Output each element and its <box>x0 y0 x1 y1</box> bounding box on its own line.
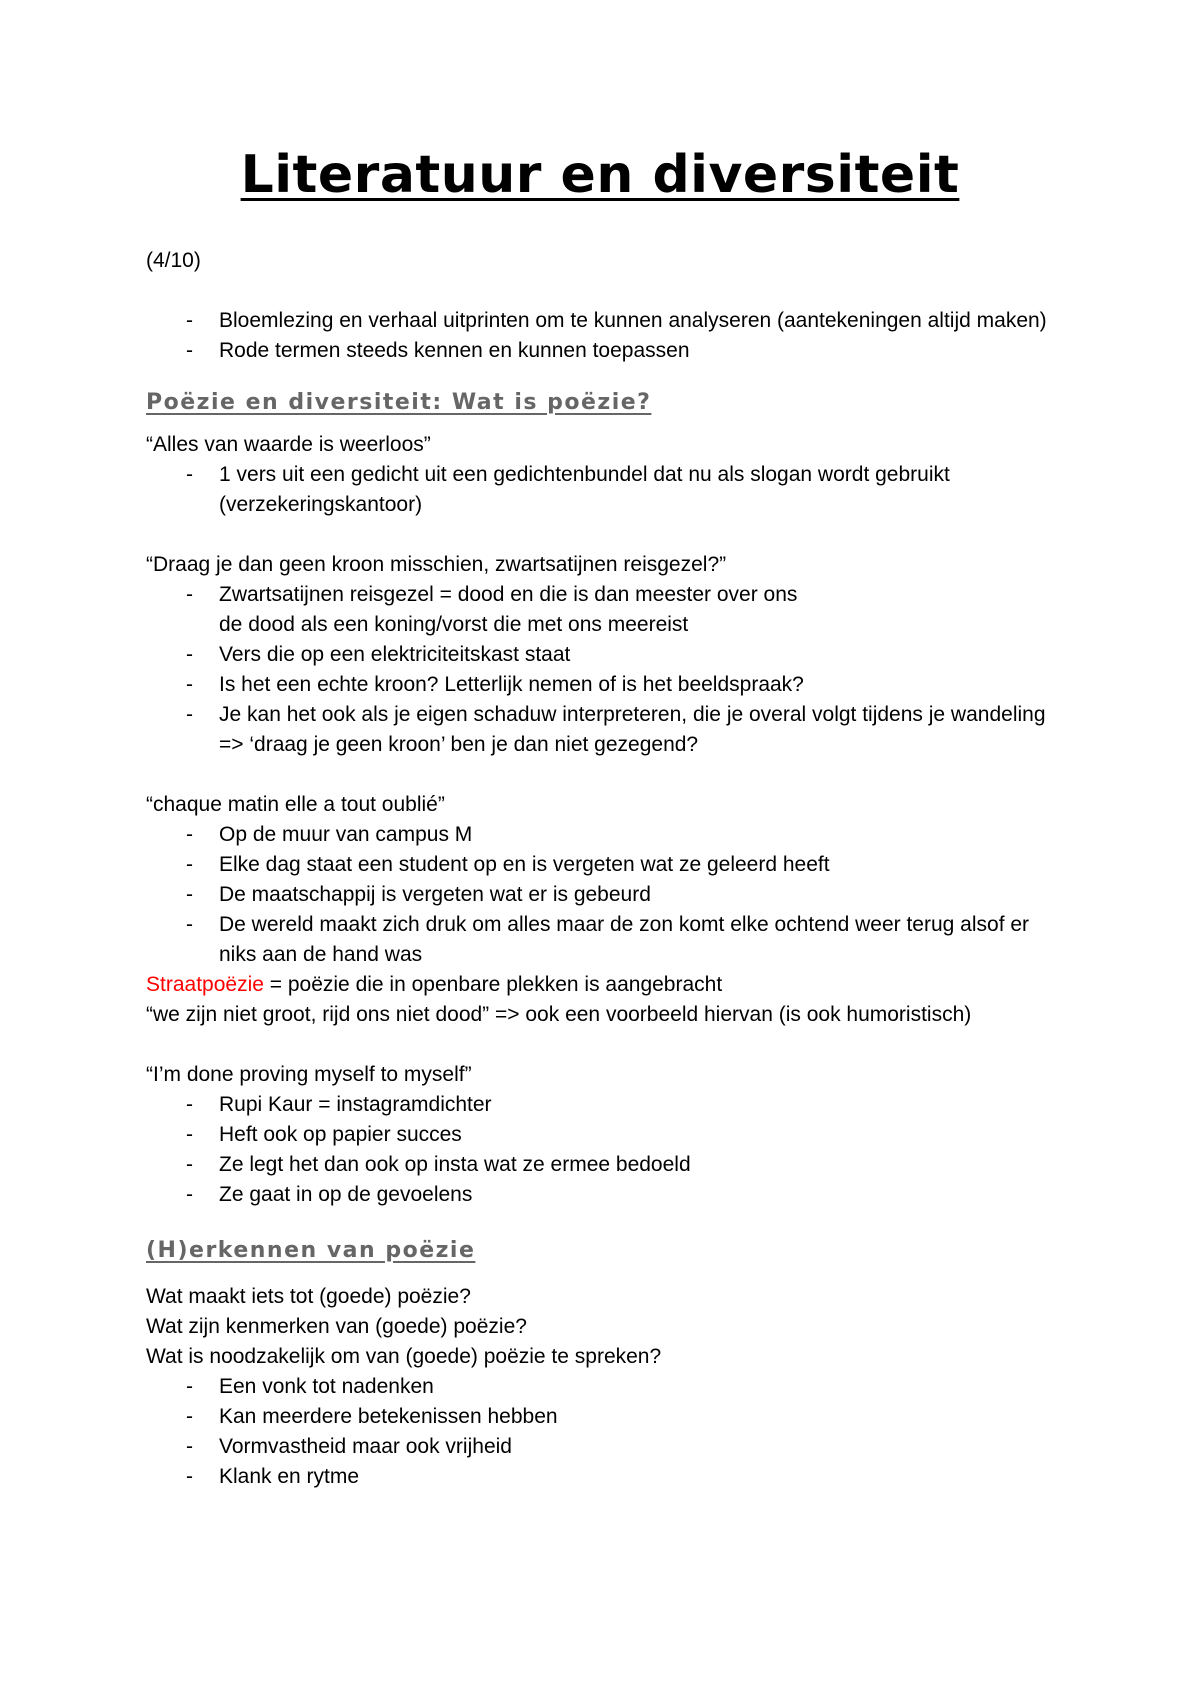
quote-4: “I’m done proving myself to myself” <box>146 1063 472 1086</box>
quote-3-list <box>146 820 1066 970</box>
list-item: - Bloemlezing en verhaal uitprinten om te kunnen analyseren (aantekeningen altijd maken) <box>146 306 1066 336</box>
list-item: - 1 vers uit een gedicht uit een gedichtenbundel dat nu als slogan wordt gebruikt (verzekeringskantoor) <box>146 460 1066 520</box>
list-item: - Rode termen steeds kennen en kunnen toepassen <box>146 336 1066 366</box>
quote-2: “Draag je dan geen kroon misschien, zwartsatijnen reisgezel?” <box>146 553 727 576</box>
list-item: - Je kan het ook als je eigen schaduw interpreteren, die je overal volgt tijdens je wandeling => ‘draag je geen kroon’ ben je dan niet gezegend? <box>146 700 1066 760</box>
list-item: - Kan meerdere betekenissen hebben <box>146 1402 1066 1432</box>
list-item-line: de dood als een koning/vorst die met ons meereist <box>219 613 689 636</box>
list-item: - Een vonk tot nadenken <box>146 1372 1066 1402</box>
list-item: - Is het een echte kroon? Letterlijk nemen of is het beeldspraak? <box>146 670 1066 700</box>
document-body <box>146 246 1066 1492</box>
quote-1: “Alles van waarde is weerloos” <box>146 433 431 456</box>
quote-2-list <box>146 580 1066 760</box>
section-heading-poezie: Poëzie en diversiteit: Wat is poëzie? <box>146 390 652 415</box>
quote-1-list <box>146 460 1066 520</box>
list-item: - Rupi Kaur = instagramdichter <box>146 1090 1066 1120</box>
list-item: - Ze legt het dan ook op insta wat ze ermee bedoeld <box>146 1150 1066 1180</box>
question: Wat is noodzakelijk om van (goede) poëzie te spreken? <box>146 1345 662 1368</box>
term-definition-text: = poëzie die in openbare plekken is aangebracht <box>263 973 723 996</box>
list-item: - Vers die op een elektriciteitskast staat <box>146 640 1066 670</box>
list-item: - Heft ook op papier succes <box>146 1120 1066 1150</box>
list-item: - De maatschappij is vergeten wat er is gebeurd <box>146 880 1066 910</box>
criteria-list <box>146 1372 1066 1492</box>
red-term: Straatpoëzie <box>146 973 264 996</box>
list-item: - Klank en rytme <box>146 1462 1066 1492</box>
term-definition <box>146 970 1066 1000</box>
list-item: - Vormvastheid maar ook vrijheid <box>146 1432 1066 1462</box>
section-heading-herkennen: (H)erkennen van poëzie <box>146 1238 476 1263</box>
quote-4-list <box>146 1090 1066 1210</box>
intro-list <box>146 306 1066 366</box>
question: Wat maakt iets tot (goede) poëzie? <box>146 1285 471 1308</box>
list-item: - De wereld maakt zich druk om alles maar de zon komt elke ochtend weer terug alsof er niks aan de hand was <box>146 910 1066 970</box>
quote-3: “chaque matin elle a tout oublié” <box>146 793 445 816</box>
document-title: Literatuur en diversiteit <box>240 145 960 205</box>
example-line: “we zijn niet groot, rijd ons niet dood” => ook een voorbeeld hiervan (is ook humoristisch) <box>146 1003 972 1026</box>
list-item: - Elke dag staat een student op en is vergeten wat ze geleerd heeft <box>146 850 1066 880</box>
list-item: - Op de muur van campus M <box>146 820 1066 850</box>
question: Wat zijn kenmerken van (goede) poëzie? <box>146 1315 527 1338</box>
list-item-line: Zwartsatijnen reisgezel = dood en die is dan meester over ons <box>219 583 798 606</box>
date-label: (4/10) <box>146 249 201 272</box>
list-item <box>146 580 1066 640</box>
list-item: - Ze gaat in op de gevoelens <box>146 1180 1066 1210</box>
